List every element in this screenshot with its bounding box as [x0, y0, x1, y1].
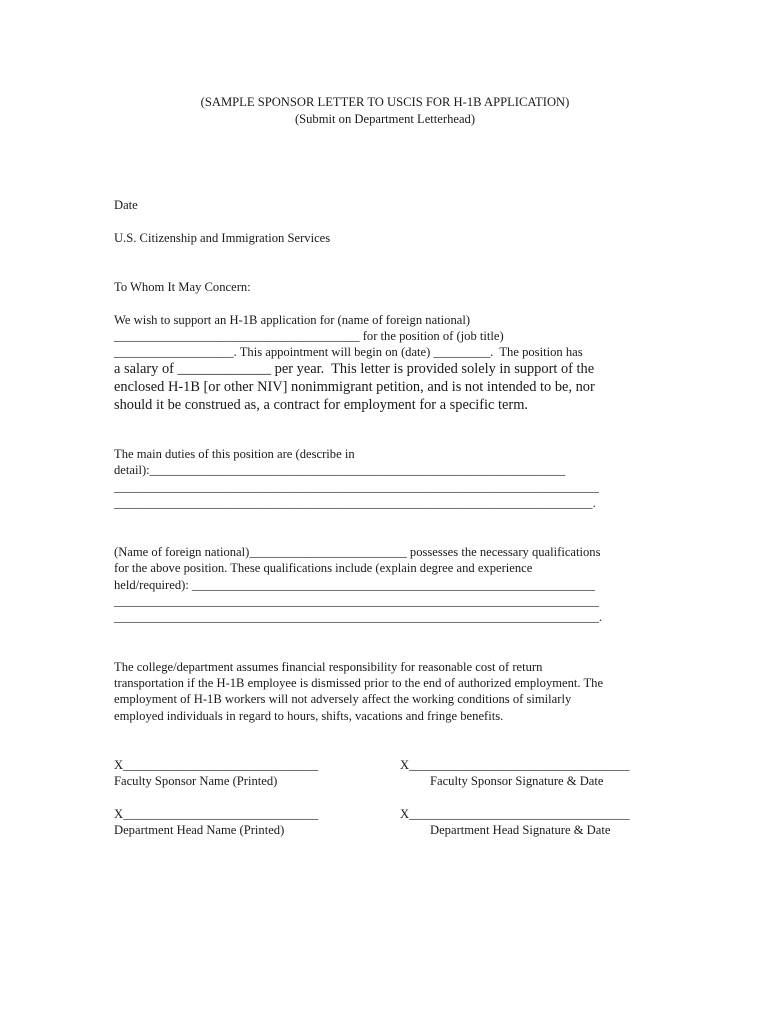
- recipient: U.S. Citizenship and Immigration Services: [114, 231, 331, 245]
- paragraph2-line: _____________________________________________________________________________: [114, 480, 599, 494]
- paragraph4-line: The college/department assumes financial responsibility for reasonable cost of return: [114, 660, 543, 674]
- letter-title: (SAMPLE SPONSOR LETTER TO USCIS FOR H-1B APPLICATION): [200, 95, 570, 109]
- dept-signature-label: Department Head Signature & Date: [430, 823, 611, 837]
- paragraph1-line: We wish to support an H-1B application for (name of foreign national): [114, 313, 471, 327]
- paragraph4-line: employed individuals in regard to hours, shifts, vacations and fringe benefits.: [114, 709, 504, 723]
- faculty-signature-label: Faculty Sponsor Signature & Date: [430, 774, 604, 788]
- dept-name-label: Department Head Name (Printed): [114, 823, 285, 837]
- paragraph1-line: _______________________________________ for the position of (job title): [114, 329, 504, 343]
- dept-name-signature-line: X_______________________________: [114, 807, 319, 821]
- paragraph1-line: ___________________. This appointment will begin on (date) _________. The position has: [114, 345, 583, 359]
- paragraph3-line: _____________________________________________________________________________: [114, 594, 599, 608]
- faculty-signature-line: X___________________________________: [400, 758, 630, 772]
- letter-subtitle: (Submit on Department Letterhead): [294, 112, 476, 126]
- paragraph4-line: employment of H-1B workers will not adversely affect the working conditions of similarly: [114, 692, 572, 706]
- paragraph2-line: The main duties of this position are (describe in: [114, 447, 355, 461]
- paragraph3-line: for the above position. These qualifications include (explain degree and experience: [114, 561, 533, 575]
- faculty-name-label: Faculty Sponsor Name (Printed): [114, 774, 278, 788]
- date-label: Date: [114, 198, 138, 212]
- paragraph3-line: (Name of foreign national)_________________________ possesses the necessary qualifications: [114, 545, 601, 559]
- paragraph1-line: a salary of _____________ per year. This letter is provided solely in support of the: [114, 361, 595, 377]
- dept-signature-line: X___________________________________: [400, 807, 630, 821]
- faculty-name-signature-line: X_______________________________: [114, 758, 319, 772]
- paragraph1-line: enclosed H-1B [or other NIV] nonimmigrant petition, and is not intended to be, nor: [114, 379, 595, 395]
- paragraph4-line: transportation if the H-1B employee is dismissed prior to the end of authorized employment. The: [114, 676, 604, 690]
- paragraph2-line: ____________________________________________________________________________.: [114, 496, 596, 510]
- paragraph3-line: _____________________________________________________________________________.: [114, 610, 603, 624]
- salutation: To Whom It May Concern:: [114, 280, 251, 294]
- paragraph1-line: should it be construed as, a contract for employment for a specific term.: [114, 397, 528, 413]
- paragraph2-line: detail):__________________________________________________________________: [114, 463, 566, 477]
- paragraph3-line: held/required): ________________________________________________________________: [114, 578, 595, 592]
